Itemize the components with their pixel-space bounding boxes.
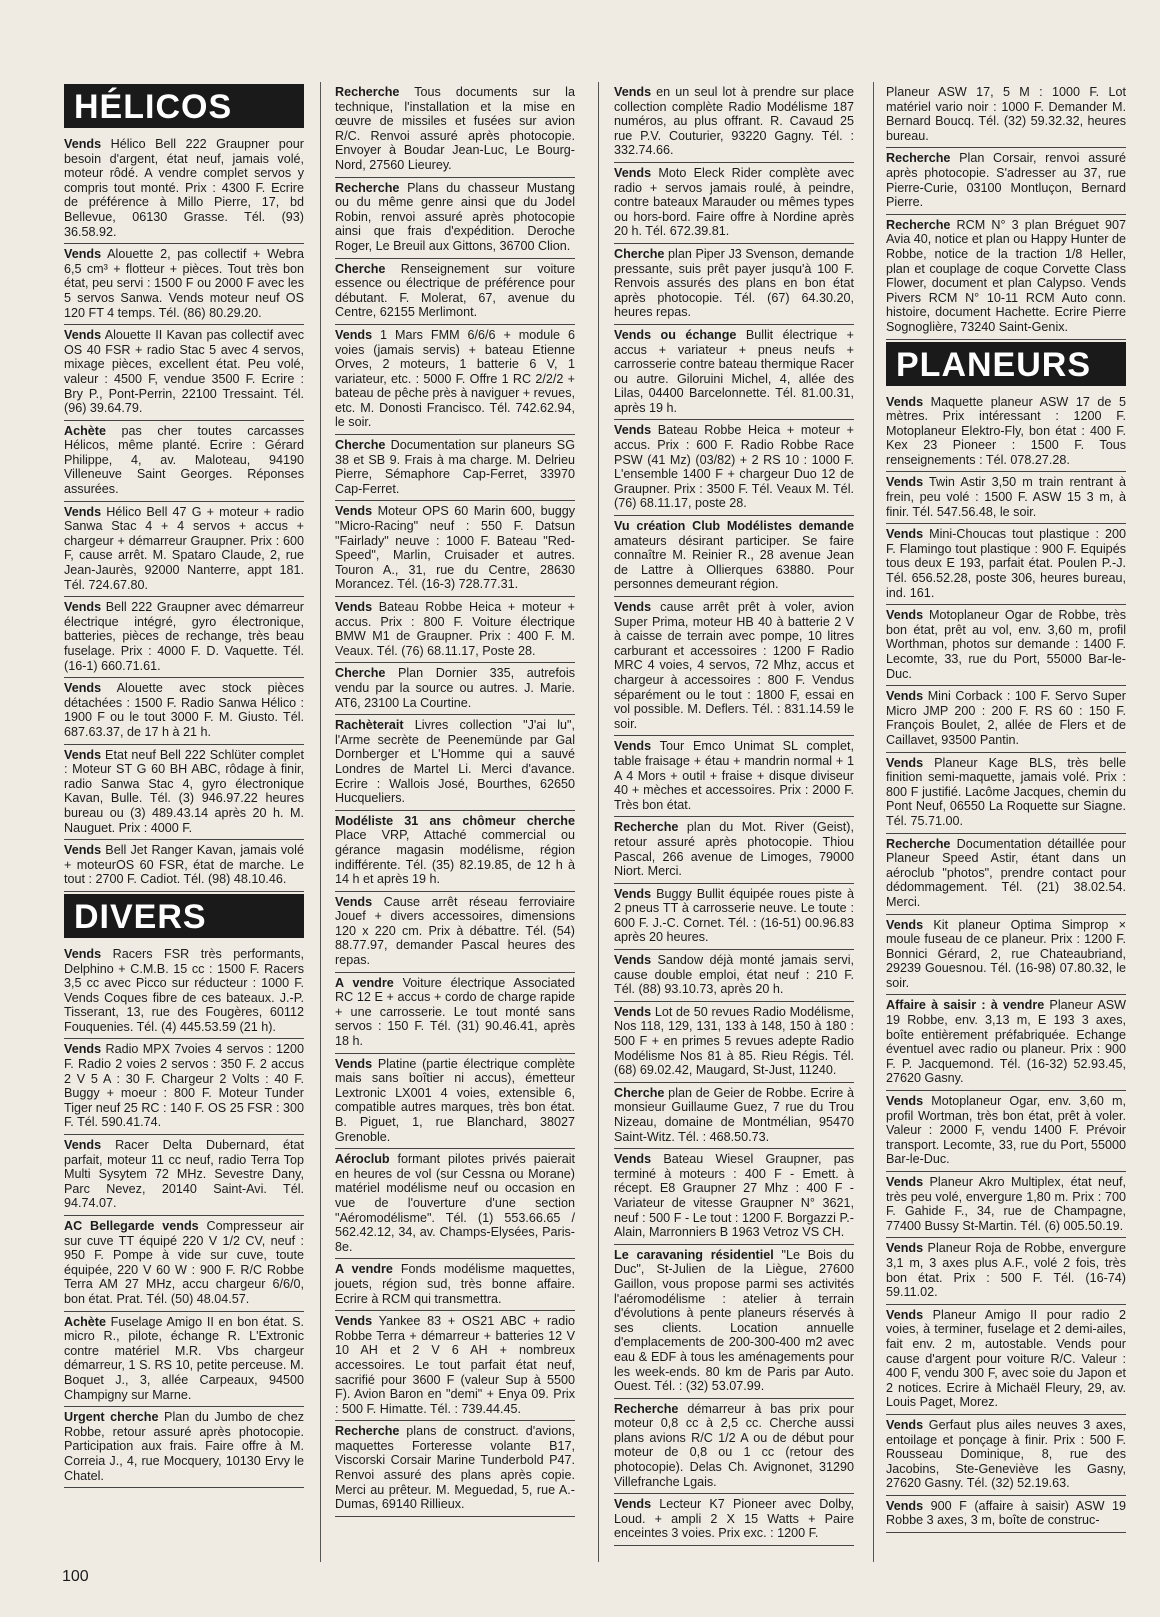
ad-text: Plan du Jumbo de chez Robbe, retour assuré après photocopie. Participation aux frais. Faire offre à M. Correia J., 4, rue Mocquery, 10130 Ervy le Chatel.	[64, 1410, 304, 1483]
ad-text: Motoplaneur Ogar de Robbe, très bon état, prêt au vol, env. 3,60 m, profil Worthman, photos sur demande : 1400 F. Lecomte, 33, rue du Port, 55000 Bar-le-Duc.	[886, 608, 1126, 681]
classified-ad	[64, 1312, 304, 1408]
ad-text: Place VRP, Attaché commercial ou gérance magasin modélisme, région indifférente. Tél. (35) 82.19.85, de 12 h à 14 h et après 19 h.	[335, 828, 575, 887]
ad-text: Bateau Wiesel Graupner, pas terminé à moteurs : 400 F - Emett. à récept. E8 Graupner 27 Mhz : 400 F - Variateur de vitesse Graupner N° 3621, neuf : 500 F - Le tout : 1200 F. Borgazzi P.-Alain, Marronniers B 1963 Vetroz VS CH.	[614, 1152, 854, 1240]
ad-text: plans de construct. d'avions, maquettes Forteresse volante B17, Viscorski Corsair Marine Tunderbold P47. Renvoi assuré des plans après copie. Merci au prêteur. M. Meguedad, 5, rue A.-Dumas, 69140 Rillieux.	[335, 1424, 575, 1512]
ad-lead: A vendre	[335, 1262, 393, 1277]
classified-ad	[614, 1149, 854, 1245]
classified-ad	[886, 1415, 1126, 1496]
ad-text: en un seul lot à prendre sur place collection complète Radio Modélisme 187 numéros, au plus offrant. R. Cavaud 25 rue P.V. Couturier, 93220 Gagny. Tél. : 332.74.66.	[614, 85, 854, 158]
ad-lead: Achète	[64, 1314, 106, 1329]
ad-text: Documentation sur planeurs SG 38 et SB 9. Frais à ma charge. M. Delrieu Pierre, Sémaphore Cap-Ferret, 33970 Cap-Ferret.	[335, 438, 575, 496]
classified-ad	[64, 597, 304, 678]
classified-ad	[614, 817, 854, 883]
ad-text: pas cher toutes carcasses Hélicos, même planté. Ecrire : Gérard Philippe, 4, av. Maloteau, 94190 Villeneuve Saint Georges. Réponses assurées.	[64, 423, 304, 497]
ad-lead: Cherche	[614, 1085, 665, 1100]
ad-lead: Recherche	[886, 151, 951, 166]
ad-text: Hélico Bell 222 Graupner pour besoin d'argent, état neuf, jamais volé, moteur rôdé. A vendre complet servos y compris tout monté. Prix : 4300 F. Ecrire de préférence à Millo Pierre, 17, bd Bellevue, 06130 Grasse. Tél. (93) 36.58.92.	[64, 137, 304, 239]
ad-lead: Vends ou échange	[614, 327, 737, 342]
classified-ad	[614, 82, 854, 163]
classified-ad	[614, 1002, 854, 1083]
ad-lead: Recherche	[886, 836, 951, 851]
classified-ad	[64, 1407, 304, 1488]
ad-lead: Vends	[886, 1417, 924, 1432]
ad-text: Maquette planeur ASW 17 de 5 mètres. Prix intéressant : 1200 F. Motoplaneur Elektro-Fly, bon état : 400 F. Kex 23 Pioneer : 1500 F. Tous renseignements : Tél. 078.27.28.	[886, 394, 1126, 467]
ad-lead: Vends	[64, 946, 102, 961]
classified-ad	[335, 259, 575, 325]
ad-lead: Vends	[886, 394, 924, 409]
ad-lead: Rachèterait	[335, 718, 404, 733]
ad-text: Planeur Roja de Robbe, envergure 3,1 m, 3 axes plus A.F., volé 2 fois, très bon état. Prix : 500 F. Tél. (16-74) 59.11.02.	[886, 1241, 1126, 1300]
ad-lead: Vends	[886, 608, 924, 623]
ad-lead: Achète	[64, 423, 106, 438]
ad-text: Bell 222 Graupner avec démarreur électrique intégré, gyro électronique, batteries, pièces de rechange, très beau fuselage. Prix : 4000 F. D. Vaquette. Tél. (16-1) 660.71.61.	[64, 600, 304, 673]
classified-ad	[886, 472, 1126, 524]
ad-lead: Vends	[614, 165, 652, 180]
classified-ad	[886, 834, 1126, 915]
ad-text: Planeur ASW 17, 5 M : 1000 F. Lot matériel vario noir : 1000 F. Demander M. Bernard Boucq. Tél. (32) 59.32.32, heures bureau.	[886, 85, 1126, 143]
ad-text: Moteur OPS 60 Marin 600, buggy "Micro-Racing" neuf : 550 F. Datsun "Fairlady" neuve : 1000 F. Bateau "Red-Speed", Marlin, Cruisader et autres. Touron A., 31, rue du Centre, 28630 Morancez. Tél. (16-3) 728.77.31.	[335, 504, 575, 592]
ad-lead: Vends	[614, 600, 652, 614]
classified-ad	[335, 501, 575, 597]
ad-lead: Vends	[64, 600, 102, 615]
ad-text: plan Piper J3 Svenson, demande pressante, suis prêt payer jusqu'à 100 F. Renvois assurés des plans en bon état après photocopie. Tél. (67) 64.30.20, heures repas.	[614, 246, 854, 320]
ad-text: Plan Corsair, renvoi assuré après photocopie. S'adresser au 37, rue Pierre-Curie, 03100 Montluçon, Bernard Pierre.	[886, 151, 1126, 210]
ad-lead: Affaire à saisir : à vendre	[886, 998, 1045, 1013]
ad-text: Alouette 2, pas collectif + Webra 6,5 cm³ + flotteur + pièces. Tout très bon état, peu servi : 1500 F ou 2000 F avec les 5 servos Sanwa. Vends moteur neuf OS 120 FT 4 temps. Tél. (86) 80.29.20.	[64, 247, 304, 320]
ad-lead: Vu création Club Modélistes demande	[614, 519, 854, 534]
ad-text: Platine (partie électrique complète mais sans boîtier ni accus), émetteur Lextronic LX001 4 voies, extensible 6, compatible autres marques, très bon état. B. Piguet, 1, rue Blanchard, 38027 Grenoble.	[335, 1056, 575, 1144]
section-header: HÉLICOS	[64, 84, 304, 128]
ad-lead: Cherche	[335, 438, 386, 453]
ad-text: Bateau Robbe Heica + moteur + accus. Prix : 800 F. Voiture électrique BMW M1 de Graupner. Prix : 400 F. M. Veaux. Tél. (76) 68.11.17, Poste 28.	[335, 600, 575, 658]
ad-lead: Recherche	[335, 85, 400, 99]
ad-lead: Vends	[886, 1241, 924, 1256]
classified-ad	[64, 678, 304, 744]
ad-lead: Vends	[64, 247, 102, 262]
ad-lead: Vends	[64, 504, 102, 519]
ad-lead: Vends	[886, 475, 924, 490]
classified-ad	[335, 1421, 575, 1517]
ad-lead: Vends	[886, 1175, 924, 1189]
classified-ad	[886, 215, 1126, 340]
classified-ad	[886, 1238, 1126, 1304]
ad-text: plan du Mot. River (Geist), retour assuré après photocopie. Thiou Pascal, 266 avenue de Limoges, 79000 Niort. Merci.	[614, 820, 854, 879]
ad-lead: Recherche	[335, 1424, 400, 1439]
column-rule-1	[320, 82, 321, 1562]
ad-text: RCM N° 3 plan Bréguet 907 Avia 40, notice et plan ou Happy Hunter de Robbe, notice de la traction 1/8 Heller, plan et couplage de coque Corvette Class Flower, document et plan Calypso. Vends Pivers RCM N° 10-11 RCM Auto conn. histoire, document Hachette. Ecrire Pierre Sognoglière, 73240 Saint-Genix.	[886, 217, 1126, 334]
classified-ad	[64, 502, 304, 598]
classified-ad	[614, 950, 854, 1002]
column-2	[335, 82, 575, 1517]
ad-lead: Vends	[335, 894, 373, 909]
ad-text: "Le Bois du Duc", St-Julien de la Liègue, 27600 Gaillon, vous propose parmi ses activités l'aéromodélisme : atelier à terrain d'évolutions à pente planeurs réservés à ses clients. Location annuelle d'emplacements de 200-300-400 m2 avec eau & EDF à tous les aménagements pour les week-ends. 80 km de Paris par Auto. Ouest. Tél. : (32) 53.07.99.	[614, 1247, 854, 1394]
ad-text: Mini Corback : 100 F. Servo Super Micro JMP 200 : 200 F. RS 60 : 150 F. François Boulet, 2, allée de Flers et de Caillavet, 93500 Pantin.	[886, 689, 1126, 747]
classified-ad	[64, 421, 304, 502]
ad-text: Yankee 83 + OS21 ABC + radio Robbe Terra + démarreur + batteries 12 V 10 AH et 2 V 6 AH + nombreux accessoires. Le tout parfait état neuf, sacrifié pour 3600 F (valeur Sup à 5500 F). Avion Baron en "demi" + Enya 09. Prix : 500 F. Himatte. Tél. : 739.44.45.	[335, 1314, 575, 1416]
column-rule-2	[598, 82, 599, 1562]
ad-text: Kit planeur Optima Simprop × moule fuseau de ce planeur. Prix : 1200 F. Bonnici Gérard, 2, rue Chateaubriand, 29239 Gouesnou. Tél. (16-98) 07.80.32, le soir.	[886, 917, 1126, 990]
ad-text: formant pilotes privés paierait en heures de vol (sur Cessna ou Morane) matériel modélisme neuf ou occasion en vue de l'ouverture d'une section "Aéromodélisme". Tél. (1) 553.66.65 / 562.42.12, 34, av. Champs-Elysées, Paris-8e.	[335, 1152, 575, 1254]
ad-text: Twin Astir 3,50 m train rentrant à frein, peu volé : 1500 F. ASW 15 3 m, à finir. Tél. 547.56.48, le soir.	[886, 475, 1126, 519]
classified-ad	[335, 325, 575, 435]
column-3	[614, 82, 854, 1546]
ad-text: Gerfaut plus ailes neuves 3 axes, entoilage et ponçage à finir. Prix : 500 F. Rousseau Dominique, 8, rue des Jacobins, Ste-Geneviève les Gasny, 27620 Gasny. Tél. (32) 52.19.63.	[886, 1417, 1126, 1491]
classified-ad	[614, 597, 854, 736]
ad-text: Tous documents sur la technique, l'installation et la mise en œuvre de missiles et fusées sur avion R/C. Renvoi assuré après photocopie. Envoyer à Boudar Jean-Luc, Le Bourg-Nord, 27560 Lieurey.	[335, 85, 575, 172]
ad-lead: Vends	[335, 600, 373, 614]
classified-ad	[335, 663, 575, 715]
ad-lead: Vends	[614, 953, 652, 968]
classified-ad	[614, 884, 854, 950]
ad-text: Planeur ASW 19 Robbe, env. 3,13 m, E 193 3 axes, boîte entièrement préfabriquée. Echange éventuel avec radio ou planeur. Prix : 900 F. P. Jacquemond. Tél. (16-32) 52.93.45, 27620 Gasny.	[886, 998, 1127, 1086]
ad-lead: Vends	[64, 681, 102, 696]
ad-text: Renseignement sur voiture essence ou électrique de préférence pour débutant. F. Molerat, 67, avenue du Centre, 62155 Merlimont.	[335, 261, 575, 320]
ad-lead: Vends	[64, 747, 102, 762]
column-rule-3	[873, 82, 874, 1562]
classified-ad	[886, 753, 1126, 834]
classified-ad	[886, 1091, 1126, 1172]
ad-text: Alouette II Kavan pas collectif avec OS 40 FSR + radio Stac 5 avec 4 servos, mixage pièces, excellent état. Peu volé, valeur : 4500 F, vendue 3500 F. Ecrire : Bry P., Pont-Perrin, 22100 Tressaint. Tél. (96) 39.64.79.	[64, 328, 304, 416]
ad-text: plan de Geier de Robbe. Ecrire à monsieur Guillaume Guez, 7 rue du Trou Nizeau, domaine de Montmélian, 95470 Saint-Witz. Tél. : 468.50.73.	[614, 1085, 854, 1144]
classified-ad	[335, 1259, 575, 1311]
classified-ad	[64, 1039, 304, 1135]
classified-ad	[886, 524, 1126, 605]
classified-ad	[64, 1216, 304, 1312]
ad-text: Moto Eleck Rider complète avec radio + servos jamais roulé, à peindre, contre bateaux Marauder ou mêmes types ou hors-bord. Faire offre à Nordine après 20 h. Tél. 672.39.81.	[614, 165, 854, 239]
ad-text: cause arrêt prêt à voler, avion Super Prima, moteur HB 40 à batterie 2 V à caisse de terrain avec pompe, 10 litres carburant et accessoires : 1200 F Radio MRC 4 voies, 4 servos, 72 Mhz, accus et chargeur à accessoires : 800 F. Vendus séparément ou le tout : 1800 F, essai en vol possible. M. Deflers. Tél. : 831.14.59 le soir.	[614, 600, 854, 731]
ad-text: Motoplaneur Ogar, env. 3,60 m, profil Wortman, très bon état, prêt à voler. Valeur : 2000 F, vendu 1400 F. Prévoir transport. Lecomte, 33, rue du Port, 55000 Bar-le-Duc.	[886, 1094, 1126, 1167]
classified-ad	[64, 325, 304, 421]
classified-ad	[886, 1172, 1126, 1238]
ad-text: démarreur à bas prix pour moteur 0,8 cc à 2,5 cc. Cherche aussi plans avions R/C 1/2 A ou de début pour moteur de 0,8 ou 1 cc (retour des photocopie). Delas Ch. Avignonet, 31290 Villefranche Lgais.	[614, 1401, 854, 1489]
classified-ad	[614, 736, 854, 817]
classified-ad	[886, 148, 1126, 214]
ad-lead: Vends	[886, 689, 924, 704]
ad-text: Plan Dornier 335, autrefois vendu par la source ou autres. J. Marie. AT6, 23100 La Courtine.	[335, 666, 575, 710]
classified-ad	[335, 1054, 575, 1150]
ad-text: Mini-Choucas tout plastique : 200 F. Flamingo tout plastique : 900 F. Equipés tous deux E 193, parfait état. Poulen P.-J. Tél. 656.52.28, poste 306, heures bureau, ind. 161.	[886, 527, 1126, 600]
classified-ad	[614, 516, 854, 597]
classified-ad	[64, 1135, 304, 1216]
ad-lead: Vends	[886, 1498, 924, 1513]
classified-ad	[614, 163, 854, 244]
classified-ad	[335, 1311, 575, 1421]
ad-text: Etat neuf Bell 222 Schlüter complet : Moteur ST G 60 BH ABC, rôdage à finir, radio Sanwa Stac 4, gyro électronique Kavan, Bulle. Tél. (3) 946.97.22 heures bureau ou (3) 489.43.14 après 20 h. M. Nauguet. Prix : 4000 F.	[64, 747, 304, 835]
classified-ad	[886, 1305, 1126, 1415]
ad-lead: Urgent cherche	[64, 1410, 159, 1425]
classified-ad	[335, 597, 575, 663]
ad-text: Racer Delta Dubernard, état parfait, moteur 11 cc neuf, radio Terra Top Multi Sysytem 72 MHz. Sevestre Dany, Parc Nevez, 20140 Saint-Avi. Tél. 94.74.07.	[64, 1138, 304, 1211]
ad-text: Fuselage Amigo II en bon état. S. micro R., pilote, échange R. L'Extronic contre matériel M.R. Vbs chargeur démarreur, 1 S. RS 10, petite perceuse. M. Boquet J., 3, allée Carpeaux, 94500 Champigny sur Marne.	[64, 1314, 304, 1402]
classified-ad	[886, 995, 1126, 1091]
ad-lead: Cherche	[335, 666, 386, 681]
classified-ad	[614, 325, 854, 421]
classified-ad	[335, 82, 575, 178]
classified-ad	[335, 811, 575, 892]
ad-text: Bell Jet Ranger Kavan, jamais volé + moteurOS 60 FSR, état de marche. Le tout : 2700 F. Cadiot. Tél. (98) 48.10.46.	[64, 843, 304, 887]
ad-lead: Vends	[335, 1314, 373, 1329]
classified-ad	[64, 244, 304, 325]
classified-ad	[886, 915, 1126, 996]
ad-lead: Recherche	[614, 1401, 679, 1416]
ad-text: Cause arrêt réseau ferroviaire Jouef + divers accessoires, dimensions 120 x 220 cm. Prix à débattre. Tél. (54) 88.77.97, demander Pascal heures des repas.	[335, 894, 575, 968]
classified-ad	[335, 892, 575, 973]
classified-ad	[64, 840, 304, 892]
ad-text: Voiture électrique Associated RC 12 E + accus + cordo de charge rapide + une carrosserie. Le tout monté sans servos : 150 F. Tél. (31) 90.46.41, après 18 h.	[335, 975, 575, 1049]
ad-lead: Le caravaning résidentiel	[614, 1247, 774, 1262]
classified-ad	[335, 1149, 575, 1259]
ad-lead: Vends	[64, 328, 102, 343]
ad-text: Lecteur K7 Pioneer avec Dolby, Loud. + ampli 2 X 15 Watts + Paire enceintes 3 voies. Prix exc. : 1200 F.	[614, 1497, 854, 1541]
ad-text: Bateau Robbe Heica + moteur + accus. Prix : 600 F. Radio Robbe Race PSW (41 Mz) (03/82) + 2 RS 10 : 1000 F. L'ensemble 1400 F + chargeur Duo 12 de Graupner. Prix : 3500 F. Tél. Veaux M. Tél. (76) 68.11.17, poste 28.	[614, 423, 854, 511]
classified-ad	[614, 244, 854, 325]
classified-ad	[614, 420, 854, 516]
classified-ad	[335, 715, 575, 811]
classified-ad	[614, 1399, 854, 1495]
ad-text: Planeur Amigo II pour radio 2 voies, à terminer, fuselage et 2 demi-ailes, fait env. 2 m, autostable. Vends pour cause d'argent pour voiture R/C. Valeur : 400 F, vendu 300 F, avec soie du Japon et 2 notices. Ecrire à Michaël Fleury, 29, av. Louis Paget, Morez.	[886, 1307, 1126, 1410]
ad-text: Compresseur air sur cuve TT équipé 220 V 1/2 CV, neuf : 950 F. Pompe à vide sur cuve, toute équipée, 220 V 60 W : 900 F. R/C Robbe Terra AM 27 MHz, accu chargeur 6/6/0, bon état. Prat. Tél. (50) 48.04.57.	[64, 1219, 304, 1306]
ad-lead: Vends	[64, 843, 102, 858]
classified-ad	[335, 973, 575, 1054]
ad-lead: Vends	[886, 1094, 924, 1109]
classified-ad	[886, 392, 1126, 473]
ad-lead: Vends	[614, 85, 652, 99]
ad-lead: Vends	[335, 1056, 373, 1071]
ad-text: Sandow déjà monté jamais servi, cause double emploi, état neuf : 210 F. Tél. (88) 93.10.73, après 20 h.	[614, 953, 854, 997]
classified-ad	[335, 435, 575, 501]
classified-ad	[335, 178, 575, 259]
column-1	[64, 82, 304, 1488]
ad-text: Documentation détaillée pour Planeur Speed Astir, étant dans un aéroclub "photos", prendre contact pour dédommagement. Tél. (21) 38.02.54. Merci.	[886, 836, 1126, 909]
ad-lead: Vends	[335, 504, 373, 519]
classified-ad	[886, 82, 1126, 148]
classified-ad	[886, 686, 1126, 752]
ad-lead: Recherche	[886, 217, 951, 232]
ad-text: Planeur Akro Multiplex, état neuf, très peu volé, envergure 1,80 m. Prix : 700 F. Gahide F., 34, rue de Champagne, 77400 Bussy St-Martin. Tél. (6) 005.50.19.	[886, 1175, 1126, 1233]
ad-text: Fonds modélisme maquettes, jouets, région sud, très bonne affaire. Ecrire à RCM qui transmettra.	[335, 1262, 575, 1306]
ad-lead: Vends	[886, 527, 924, 542]
section-header: PLANEURS	[886, 342, 1126, 386]
ad-text: Radio MPX 7voies 4 servos : 1200 F. Radio 2 voies 2 servos : 350 F. 2 accus 2 V 5 A : 30 F. Chargeur 2 Volts : 40 F. Buggy + moeur : 800 F. Moteur Tunder Tiger neuf 25 RC : 140 F. OS 25 FSR : 300 F. Tél. 590.41.74.	[64, 1042, 304, 1130]
ad-lead: AC Bellegarde vends	[64, 1219, 199, 1233]
classified-ad	[886, 605, 1126, 686]
ad-lead: Vends	[886, 755, 924, 770]
ad-lead: Vends	[614, 423, 652, 438]
section-header: DIVERS	[64, 894, 304, 938]
ad-text: Livres collection "J'ai lu", l'Arme secrète de Peenemünde par Gal Dornberger et L'Homme qui a sauvé Londres de Martel Li. Merci d'avance. Ecrire : Wallois José, Bourthes, 62650 Hucqueliers.	[335, 718, 575, 806]
ad-text: Planeur Kage BLS, très belle finition semi-maquette, jamais volé. Prix : 800 F justifié. Lacôme Jacques, chemin du Pont Neuf, 06550 La Roquette sur Siagne. Tél. 75.71.00.	[886, 755, 1126, 828]
classified-ad	[64, 745, 304, 841]
ad-text: Lot de 50 revues Radio Modélisme, Nos 118, 129, 131, 133 à 148, 150 à 180 : 500 F + en primes 5 revues adepte Radio Modélisme Nos 81 à 85. Rieu Régis. Tél. (68) 69.02.42, Maugard, St-Just, 11240.	[614, 1004, 854, 1078]
ad-lead: Modéliste 31 ans chômeur cherche	[335, 813, 575, 828]
ad-lead: Vends	[64, 137, 102, 151]
ad-lead: Vends	[614, 1004, 652, 1019]
ad-lead: Cherche	[614, 246, 665, 261]
ad-lead: Recherche	[335, 180, 400, 195]
ad-lead: Recherche	[614, 820, 679, 835]
ad-lead: Aéroclub	[335, 1152, 390, 1167]
ad-lead: Vends	[614, 739, 652, 754]
classified-ad	[64, 134, 304, 244]
ad-text: amateurs désirant participer. Se faire connaître M. Reinier R., 28 avenue Jean de Lattre à Ollierques 63880. Pour personnes demeurant région.	[614, 533, 854, 592]
ad-text: Plans du chasseur Mustang ou du même genre ainsi que du Jodel Robin, renvoi assuré après photocopie ainsi que frais d'expédition. Deroche Roger, Le Breuil aux Gittons, 36700 Clion.	[335, 180, 575, 253]
ad-lead: Vends	[614, 1152, 652, 1167]
ad-text: Bullit électrique + accus + variateur + pneus neufs + carrosserie contre bateau thermique Racer ou autre. Giloruini Michel, 4, allée des Lilas, 04400 Barcelonnette. Tél. 81.00.31, après 19 h.	[614, 327, 855, 415]
ad-text: Racers FSR très performants, Delphino + C.M.B. 15 cc : 1500 F. Racers 3,5 cc avec Picco sur réducteur : 1000 F. Vends Coques fibre de ces bateaux. J.-P. Tisserant, 13, rue des Fougères, 60112 Fouquenies. Tél. (4) 445.53.59 (21 h).	[64, 946, 304, 1034]
ad-text: 900 F (affaire à saisir) ASW 19 Robbe 3 axes, 3 m, boîte de construc-	[886, 1498, 1126, 1528]
ad-lead: Vends	[614, 886, 652, 901]
ad-text: 1 Mars FMM 6/6/6 + module 6 voies (jamais servis) + bateau Etienne Orves, 2 moteurs, 1 batterie 6 V, 1 variateur, etc. : 5000 F. Offre 1 RC 2/2/2 + bateau de pêche près à naviguer + revues, etc. M. Donosti Francisco. Tél. 742.62.94, le soir.	[335, 327, 575, 430]
classified-ad	[614, 1083, 854, 1149]
ad-lead: Vends	[886, 917, 924, 932]
ad-lead: A vendre	[335, 975, 394, 990]
ad-lead: Vends	[335, 327, 373, 342]
ad-lead: Vends	[614, 1497, 652, 1512]
ad-text: Alouette avec stock pièces détachées : 1500 F. Radio Sanwa Hélico : 1900 F ou le tout 3000 F. M. Giusto. Tél. 687.63.37, de 17 h à 21 h.	[64, 681, 304, 739]
classified-ad	[614, 1494, 854, 1546]
ad-lead: Vends	[64, 1042, 102, 1057]
ad-text: Buggy Bullit équipée roues piste à 2 pneus TT à carrosserie neuve. Le toute : 600 F. J.-C. Cornet. Tél. : (16-51) 00.96.83 après 20 heures.	[614, 886, 854, 945]
classified-ad	[64, 944, 304, 1040]
ad-lead: Cherche	[335, 261, 386, 276]
column-4	[886, 82, 1126, 1533]
classified-ad	[886, 1496, 1126, 1533]
ad-lead: Vends	[886, 1307, 924, 1322]
ad-text: Hélico Bell 47 G + moteur + radio Sanwa Stac 4 + 4 servos + accus + chargeur + démarreur Graupner. Prix : 600 F, cause arrêt. M. Spataro Claude, 2, rue Jean-Jaurès, 92000 Nanterre, appt 181. Tél. 724.67.80.	[64, 504, 304, 592]
ad-lead: Vends	[64, 1138, 102, 1153]
page-number: 100	[62, 1568, 89, 1585]
ad-text: Tour Emco Unimat SL complet, table fraisage + étau + mandrin normal + 1 A 4 Mors + outil + fraise + disque diviseur 40 + mèches et accessoires. Prix : 2000 F. Très bon état.	[614, 739, 854, 812]
classified-ad	[614, 1245, 854, 1399]
